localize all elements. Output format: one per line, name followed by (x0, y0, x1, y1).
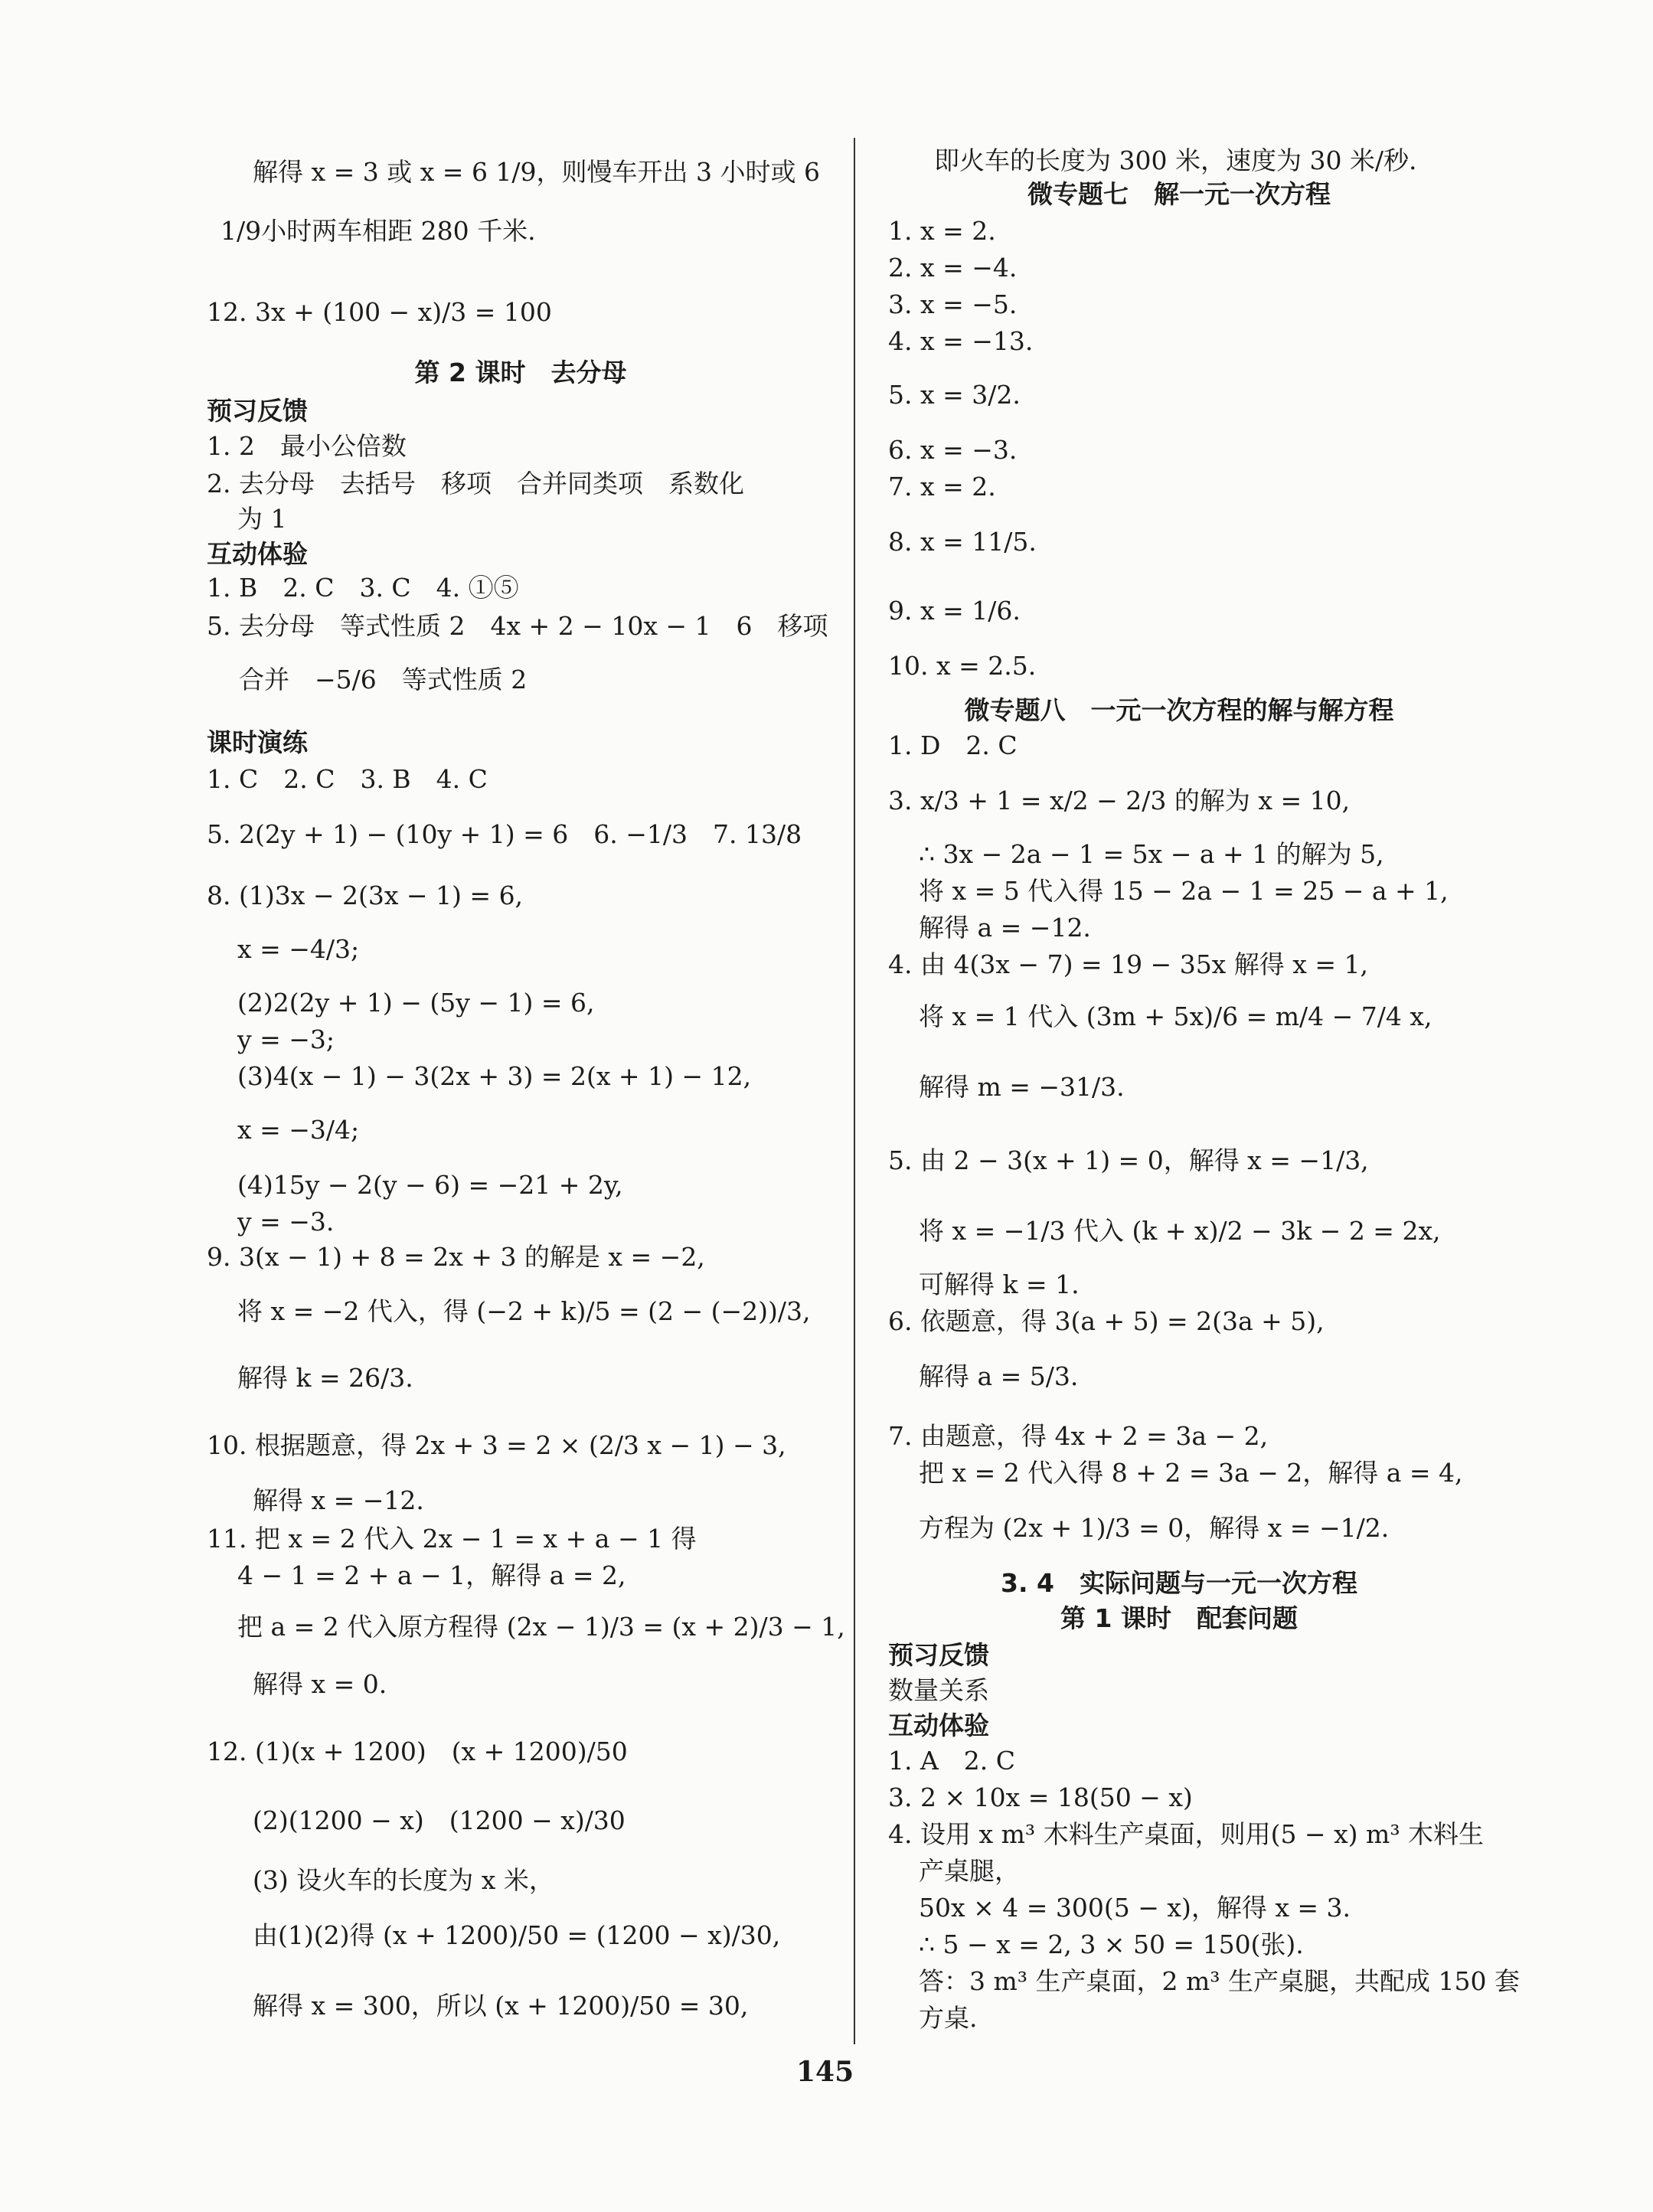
text-line: 5. 由 2 − 3(x + 1) = 0，解得 x = −1/3, (888, 1145, 1369, 1175)
page-number: 145 (796, 2056, 854, 2088)
text-line: (2)(1200 − x) (1200 − x)/30 (253, 1805, 626, 1835)
text-line: 5. x = 3/2. (888, 380, 1021, 410)
text-line: 3. 2 × 10x = 18(50 − x) (888, 1782, 1193, 1812)
text-line: 7. 由题意，得 4x + 2 = 3a − 2, (888, 1421, 1269, 1451)
text-line: 2. 去分母 去括号 移项 合并同类项 系数化 (207, 469, 744, 498)
text-line: 4 − 1 = 2 + a − 1，解得 a = 2, (237, 1560, 626, 1590)
section-heading: 3. 4 实际问题与一元一次方程 (1001, 1568, 1357, 1598)
text-line: ∴ 5 − x = 2, 3 × 50 = 150(张). (919, 1929, 1304, 1959)
text-line: 1. 2 最小公倍数 (207, 431, 407, 461)
text-line: 2. x = −4. (888, 253, 1018, 283)
text-line: x = −4/3; (237, 934, 360, 964)
text-line: 可解得 k = 1. (919, 1269, 1080, 1299)
text-line: 将 x = 1 代入 (3m + 5x)/6 = m/4 − 7/4 x, (919, 1001, 1432, 1031)
text-line: x = −3/4; (237, 1115, 360, 1145)
text-line: 1. x = 2. (888, 216, 996, 246)
subheading: 预习反馈 (888, 1640, 989, 1670)
subheading: 互动体验 (888, 1710, 989, 1740)
text-line: (4)15y − 2(y − 6) = −21 + 2y, (237, 1170, 623, 1200)
text-line: 1. C 2. C 3. B 4. C (207, 764, 488, 794)
text-line: 12. 3x + (100 − x)/3 = 100 (207, 297, 552, 327)
text-line: 解得 x = 3 或 x = 6 1/9，则慢车开出 3 小时或 6 (253, 157, 821, 187)
section-heading: 微专题七 解一元一次方程 (1027, 179, 1331, 209)
text-line: 将 x = −2 代入，得 (−2 + k)/5 = (2 − (−2))/3, (237, 1296, 811, 1326)
text-line: 6. x = −3. (888, 435, 1018, 465)
text-line: 解得 a = −12. (919, 913, 1091, 943)
text-line: 合并 −5/6 等式性质 2 (239, 665, 528, 694)
text-line: 8. (1)3x − 2(3x − 1) = 6, (207, 881, 524, 910)
text-line: 7. x = 2. (888, 472, 996, 502)
text-line: 把 x = 2 代入得 8 + 2 = 3a − 2，解得 a = 4, (919, 1458, 1463, 1488)
text-line: ∴ 3x − 2a − 1 = 5x − a + 1 的解为 5, (919, 839, 1384, 869)
text-line: 3. x/3 + 1 = x/2 − 2/3 的解为 x = 10, (888, 786, 1351, 815)
text-line: 9. x = 1/6. (888, 596, 1021, 626)
text-line: 解得 x = 300，所以 (x + 1200)/50 = 30, (253, 1991, 749, 2021)
text-line: 4. x = −13. (888, 326, 1034, 356)
text-line: 9. 3(x − 1) + 8 = 2x + 3 的解是 x = −2, (207, 1242, 705, 1272)
text-line: (3)4(x − 1) − 3(2x + 3) = 2(x + 1) − 12, (237, 1061, 752, 1091)
subheading: 互动体验 (207, 539, 308, 569)
text-line: 即火车的长度为 300 米，速度为 30 米/秒. (934, 145, 1417, 175)
text-line: 1. D 2. C (888, 730, 1018, 760)
text-line: 6. 依题意，得 3(a + 5) = 2(3a + 5), (888, 1306, 1325, 1336)
text-line: 1. A 2. C (888, 1746, 1016, 1776)
text-line: 产桌腿， (919, 1856, 1020, 1886)
text-line: 4. 由 4(3x − 7) = 19 − 35x 解得 x = 1, (888, 949, 1368, 979)
text-line: 数量关系 (888, 1675, 989, 1705)
text-line: 3. x = −5. (888, 289, 1018, 319)
text-line: 方桌. (919, 2003, 978, 2033)
text-line: 1. B 2. C 3. C 4. ①⑤ (207, 573, 519, 603)
text-line: 1/9小时两车相距 280 千米. (221, 216, 536, 246)
text-line: (2)2(2y + 1) − (5y − 1) = 6, (237, 988, 595, 1018)
text-line: (3) 设火车的长度为 x 米， (253, 1865, 554, 1895)
text-line: 将 x = 5 代入得 15 − 2a − 1 = 25 − a + 1, (919, 876, 1449, 906)
section-heading: 微专题八 一元一次方程的解与解方程 (964, 695, 1394, 725)
text-line: 将 x = −1/3 代入 (k + x)/2 − 3k − 2 = 2x, (919, 1216, 1441, 1246)
text-line: 解得 m = −31/3. (919, 1072, 1125, 1102)
text-line: 4. 设用 x m³ 木料生产桌面，则用(5 − x) m³ 木料生 (888, 1819, 1485, 1849)
text-line: y = −3; (237, 1024, 335, 1054)
text-line: y = −3. (237, 1207, 335, 1237)
section-heading: 第 2 课时 去分母 (414, 358, 627, 387)
text-line: 50x × 4 = 300(5 − x)，解得 x = 3. (919, 1893, 1351, 1923)
text-line: 8. x = 11/5. (888, 527, 1037, 557)
text-line: 5. 2(2y + 1) − (10y + 1) = 6 6. −1/3 7. 13/8 (207, 819, 802, 849)
text-line: 12. (1)(x + 1200) (x + 1200)/50 (207, 1737, 628, 1766)
text-line: 把 a = 2 代入原方程得 (2x − 1)/3 = (x + 2)/3 − 1, (237, 1612, 845, 1642)
text-line: 由(1)(2)得 (x + 1200)/50 = (1200 − x)/30, (253, 1920, 781, 1950)
section-heading: 第 1 课时 配套问题 (1060, 1603, 1298, 1633)
column-divider (854, 138, 855, 2044)
text-line: 解得 x = 0. (253, 1669, 387, 1699)
text-line: 5. 去分母 等式性质 2 4x + 2 − 10x − 1 6 移项 (207, 611, 828, 641)
text-line: 解得 a = 5/3. (919, 1361, 1079, 1391)
text-line: 11. 把 x = 2 代入 2x − 1 = x + a − 1 得 (207, 1524, 697, 1554)
subheading: 预习反馈 (207, 396, 308, 426)
text-line: 解得 k = 26/3. (237, 1363, 413, 1393)
text-line: 方程为 (2x + 1)/3 = 0，解得 x = −1/2. (919, 1513, 1390, 1543)
text-line: 10. 根据题意，得 2x + 3 = 2 × (2/3 x − 1) − 3, (207, 1430, 786, 1460)
text-line: 答：3 m³ 生产桌面，2 m³ 生产桌腿，共配成 150 套 (919, 1966, 1520, 1996)
text-line: 解得 x = −12. (253, 1485, 424, 1515)
subheading: 课时演练 (207, 727, 308, 757)
text-line: 为 1 (237, 504, 287, 534)
text-line: 10. x = 2.5. (888, 651, 1037, 681)
